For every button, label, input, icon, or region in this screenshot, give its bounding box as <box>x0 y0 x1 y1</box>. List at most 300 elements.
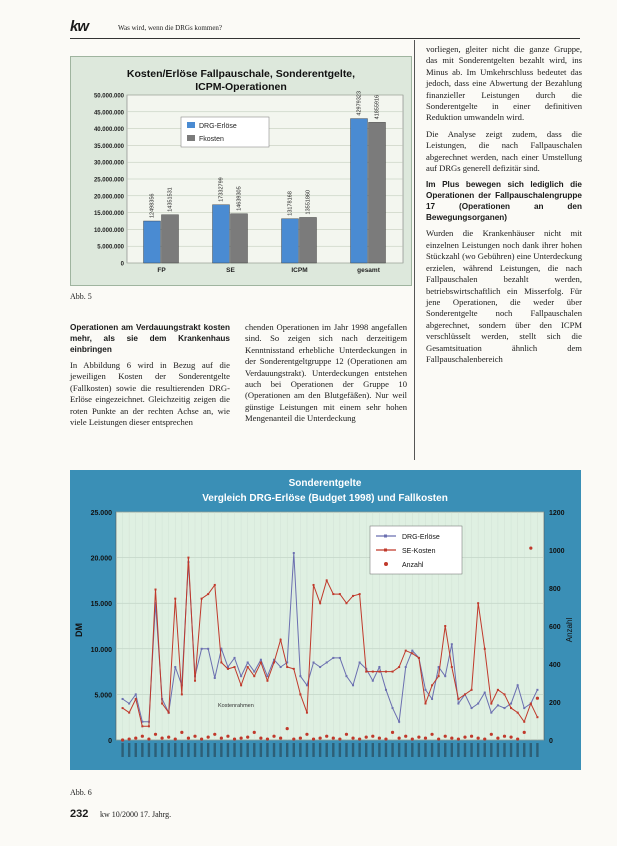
count-point <box>259 737 262 740</box>
line-chart-svg <box>70 470 581 770</box>
series-marker <box>260 661 262 663</box>
count-point <box>325 735 328 738</box>
series-marker <box>313 584 315 586</box>
series-marker <box>523 721 525 723</box>
series-marker <box>148 725 150 727</box>
right-paragraph-3: Wurden die Krankenhäuser nicht mit einzelnen Leistungen noch dank ihrer hohen Stückzahl (wo Gebühren) eine Unterdeckung erzielen, während Leistungen, die nach Fallpauschalen bezahlt werden, betriebswirtschaftlich ein Misserfolg. Für jene Operationen, die weder über Sonderentgelte noch Fallpauschalen abgerechnet, sondern über den ICPM verschlüsselt werden, stellt sich die Gesamtsituation ähnlich dem Fallpauschalenbereich <box>426 228 582 364</box>
x-tick-label <box>253 743 255 757</box>
series-marker <box>490 712 492 714</box>
count-point <box>167 736 170 739</box>
y2-axis-label: Anzahl <box>565 617 574 643</box>
header-rule <box>70 38 580 39</box>
count-point <box>536 697 539 700</box>
chart-2-title: Sonderentgelte <box>288 478 362 489</box>
y-tick-label: 5.000 <box>94 692 112 700</box>
series-marker <box>234 657 236 659</box>
series-marker <box>523 707 525 709</box>
series-marker <box>444 675 446 677</box>
series-marker <box>187 557 189 559</box>
x-tick-label <box>220 743 222 757</box>
series-marker <box>517 712 519 714</box>
series-marker <box>457 703 459 705</box>
series-marker <box>530 703 532 705</box>
series-marker <box>319 666 321 668</box>
count-point <box>174 737 177 740</box>
series-marker <box>392 671 394 673</box>
x-tick-label <box>464 743 466 757</box>
y-tick-label: 40.000.000 <box>93 127 124 134</box>
count-point <box>233 737 236 740</box>
count-point <box>437 737 440 740</box>
legend-marker <box>384 535 387 538</box>
x-tick-label <box>141 743 143 757</box>
x-tick-label <box>181 743 183 757</box>
series-marker <box>424 689 426 691</box>
count-point <box>226 735 229 738</box>
bar-value-label: 42979323 <box>356 91 363 116</box>
bar <box>300 217 317 263</box>
count-point <box>180 731 183 734</box>
series-marker <box>503 707 505 709</box>
count-point <box>240 737 243 740</box>
series-marker <box>352 684 354 686</box>
x-tick-label <box>326 743 328 757</box>
x-tick-label <box>279 743 281 757</box>
count-point <box>299 737 302 740</box>
x-tick-label <box>332 743 334 757</box>
x-tick-label <box>240 743 242 757</box>
x-tick-label <box>451 743 453 757</box>
count-point <box>391 731 394 734</box>
series-marker <box>299 675 301 677</box>
x-tick-label <box>530 743 532 757</box>
series-marker <box>339 657 341 659</box>
series-marker <box>214 584 216 586</box>
series-marker <box>266 675 268 677</box>
series-marker <box>497 704 499 706</box>
series-marker <box>227 668 229 670</box>
count-point <box>351 737 354 740</box>
x-tick-label <box>339 743 341 757</box>
x-tick-label <box>398 743 400 757</box>
series-marker <box>372 680 374 682</box>
left-subheading: Operationen am Verdauungstrakt kosten mehr, als sie dem Krankenhaus einbringen <box>70 323 230 354</box>
figure-2-chart <box>70 470 581 770</box>
count-point <box>371 735 374 738</box>
series-marker <box>438 675 440 677</box>
count-point <box>417 736 420 739</box>
series-marker <box>260 659 262 661</box>
figure-1-chart <box>70 56 412 286</box>
chart-2-subtitle: Vergleich DRG-Erlöse (Budget 1998) und Fallkosten <box>202 493 448 504</box>
x-tick-label <box>312 743 314 757</box>
x-tick-label <box>207 743 209 757</box>
series-marker <box>424 703 426 705</box>
series-marker <box>457 698 459 700</box>
series-marker <box>273 661 275 663</box>
x-tick-label <box>484 743 486 757</box>
x-tick-label <box>503 743 505 757</box>
x-tick-label <box>523 743 525 757</box>
series-marker <box>240 684 242 686</box>
count-point <box>286 727 289 730</box>
annotation-label: Kostenrahmen <box>218 703 254 709</box>
x-tick-label <box>148 743 150 757</box>
plot-area-2 <box>116 512 544 740</box>
y-tick-label: 0 <box>108 738 112 745</box>
count-point <box>404 735 407 738</box>
series-marker <box>464 693 466 695</box>
bar <box>231 214 248 263</box>
x-tick-label <box>135 743 137 757</box>
series-marker <box>385 671 387 673</box>
x-tick-label <box>121 743 123 757</box>
right-paragraph-1: vorliegen, gleiter nicht die ganze Gruppe, das mit Sonderentgelten bezahlt wird, ins Minus ab. Im Umkehrschluss bedeutet das jedoch, dass eine Abwertung der Bezahlung finanzieller Leistungen durch die Sonderentgelte in einer definitiven Reduktion umwandeln wird. <box>426 44 582 123</box>
count-point <box>345 733 348 736</box>
series-marker <box>411 650 413 652</box>
count-point <box>358 737 361 740</box>
series-marker <box>181 693 183 695</box>
series-marker <box>220 661 222 663</box>
bar-value-label: 13551860 <box>305 189 312 215</box>
x-tick-label <box>391 743 393 757</box>
x-tick-label <box>260 743 262 757</box>
x-tick-label <box>352 743 354 757</box>
series-marker <box>141 725 143 727</box>
count-point <box>411 737 414 740</box>
column-rule <box>414 40 415 460</box>
series-marker <box>484 648 486 650</box>
series-marker <box>431 684 433 686</box>
series-marker <box>266 680 268 682</box>
count-point <box>477 737 480 740</box>
y-tick-label: 25.000 <box>90 510 112 517</box>
count-point <box>305 733 308 736</box>
series-marker <box>122 698 124 700</box>
x-tick-label <box>345 743 347 757</box>
figure-2-caption: Abb. 6 <box>70 788 92 797</box>
y-tick-label: 0 <box>120 261 124 268</box>
series-marker <box>398 666 400 668</box>
x-tick-label <box>174 743 176 757</box>
series-marker <box>247 666 249 668</box>
series-marker <box>161 703 163 705</box>
count-point <box>319 737 322 740</box>
series-marker <box>471 689 473 691</box>
y-tick-label: 35.000.000 <box>93 143 124 150</box>
left-paragraph-1: In Abbildung 6 wird in Bezug auf die jeweiligen Kosten der Sonderentgelte (Fallkosten) sowie die resultierenden DRG-Erlöse eingezeichnet. Gleichzeitig zeigen die roten Punkte an der rechten Achse an, wie viele Leistungen dieser entsprechen <box>70 360 230 428</box>
x-tick-label: ICPM <box>291 267 308 274</box>
y-tick-label: 20.000 <box>90 555 112 563</box>
series-marker <box>345 675 347 677</box>
series-marker <box>503 693 505 695</box>
series-marker <box>168 712 170 714</box>
bar-value-label: 14351531 <box>167 187 174 212</box>
bar-value-label: 12498356 <box>149 193 156 219</box>
x-tick-label <box>187 743 189 757</box>
x-tick-label <box>365 743 367 757</box>
x-tick-label <box>457 743 459 757</box>
series-marker <box>128 703 130 705</box>
series-marker <box>517 684 519 686</box>
series-marker <box>326 579 328 581</box>
bar-value-label: 13178168 <box>287 191 294 216</box>
y-tick-label: 45.000.000 <box>93 110 124 117</box>
y2-tick-label: 400 <box>549 662 561 669</box>
y-tick-label: 15.000.000 <box>93 211 124 218</box>
y2-tick-label: 1000 <box>549 548 565 555</box>
x-tick-label <box>293 743 295 757</box>
series-marker <box>214 677 216 679</box>
count-point <box>516 737 519 740</box>
count-point <box>154 733 157 736</box>
count-point <box>292 737 295 740</box>
series-marker <box>332 593 334 595</box>
x-tick-label <box>405 743 407 757</box>
x-tick-label <box>167 743 169 757</box>
x-tick-label <box>227 743 229 757</box>
page-number: 232 <box>70 808 89 820</box>
series-marker <box>405 666 407 668</box>
y-tick-label: 30.000.000 <box>93 160 124 167</box>
x-tick-label <box>470 743 472 757</box>
series-marker <box>345 602 347 604</box>
x-tick-label <box>411 743 413 757</box>
series-marker <box>536 716 538 718</box>
series-marker <box>319 602 321 604</box>
series-marker <box>398 721 400 723</box>
series-marker <box>326 661 328 663</box>
series-marker <box>385 689 387 691</box>
count-point <box>529 547 532 550</box>
legend-label-drg: DRG-Erlöse <box>199 123 237 130</box>
count-point <box>365 736 368 739</box>
y2-tick-label: 0 <box>549 738 553 745</box>
bar <box>351 119 368 263</box>
x-tick-label: FP <box>157 267 166 274</box>
x-tick-label <box>233 743 235 757</box>
bar-value-label: 17332799 <box>218 177 225 202</box>
count-point <box>312 737 315 740</box>
count-point <box>338 737 341 740</box>
series-marker <box>359 661 361 663</box>
count-point <box>187 737 190 740</box>
count-point <box>134 737 137 740</box>
count-point <box>430 733 433 736</box>
bar-value-label: 41855916 <box>374 94 381 120</box>
legend-label: DRG-Erlöse <box>402 534 440 541</box>
x-tick-label <box>536 743 538 757</box>
series-marker <box>536 689 538 691</box>
count-point <box>193 735 196 738</box>
middle-paragraph-1: chenden Operationen im Jahr 1998 angefallen sind. So zeigen sich nach derzeitigem Kenntnisstand erhebliche Unterdeckungen in der Sonderentgeltgruppe 12 (Operationen am Verdauungstrakt). Unterdeckungen entstehen auch bei Operationen der Gruppe 10 (Operationen am den Blutgefäßen). Nur weil günstige Leistungen mit einem sehr hohen Mengenanteil die Unterdeckung <box>245 322 407 424</box>
series-marker <box>299 693 301 695</box>
series-marker <box>418 657 420 659</box>
count-point <box>220 737 223 740</box>
series-marker <box>201 648 203 650</box>
x-tick-label <box>424 743 426 757</box>
legend-swatch <box>384 562 388 566</box>
count-point <box>384 737 387 740</box>
count-point <box>253 731 256 734</box>
count-point <box>378 737 381 740</box>
y-tick-label: 10.000.000 <box>93 227 124 234</box>
journal-logo: kw <box>70 18 89 35</box>
chart-title: Kosten/Erlöse Fallpauschale, Sonderentgelte, ICPM-Operationen <box>126 68 356 93</box>
x-tick-label <box>385 743 387 757</box>
count-point <box>246 736 249 739</box>
series-marker <box>174 598 176 600</box>
series-marker <box>135 698 137 700</box>
series-marker <box>392 707 394 709</box>
legend-marker <box>384 549 387 552</box>
series-marker <box>174 666 176 668</box>
series-marker <box>194 680 196 682</box>
bar-value-label: 14639305 <box>236 186 243 211</box>
left-column-text <box>70 322 230 433</box>
bar <box>144 221 161 263</box>
x-tick-label <box>510 743 512 757</box>
y2-tick-label: 800 <box>549 586 561 593</box>
x-tick-label <box>418 743 420 757</box>
y-tick-label: 25.000.000 <box>93 177 124 184</box>
x-tick-label <box>299 743 301 757</box>
series-marker <box>240 675 242 677</box>
series-marker <box>510 707 512 709</box>
y-axis-label: DM <box>74 623 84 637</box>
series-marker <box>135 693 137 695</box>
y-tick-label: 20.000.000 <box>93 194 124 201</box>
count-point <box>207 736 210 739</box>
count-point <box>160 737 163 740</box>
x-tick-label <box>516 743 518 757</box>
series-marker <box>332 657 334 659</box>
count-point <box>457 737 460 740</box>
series-marker <box>207 648 209 650</box>
series-marker <box>293 552 295 554</box>
bar <box>282 219 299 263</box>
x-tick-label <box>273 743 275 757</box>
series-marker <box>280 666 282 668</box>
y-tick-label: 15.000 <box>90 601 112 609</box>
x-tick-label <box>497 743 499 757</box>
x-tick-label <box>128 743 130 757</box>
count-point <box>398 737 401 740</box>
x-tick-label <box>200 743 202 757</box>
legend-label: SE-Kosten <box>402 548 436 555</box>
count-point <box>463 736 466 739</box>
count-point <box>213 733 216 736</box>
x-tick-label <box>378 743 380 757</box>
series-marker <box>207 593 209 595</box>
bar <box>213 205 230 263</box>
bar-chart-svg <box>71 57 411 285</box>
y2-tick-label: 600 <box>549 624 561 631</box>
y-tick-label: 50.000.000 <box>93 93 124 100</box>
series-marker <box>128 712 130 714</box>
series-marker <box>352 595 354 597</box>
count-point <box>424 737 427 740</box>
legend-label-fkosten: Fkosten <box>199 136 224 143</box>
series-marker <box>122 707 124 709</box>
count-point <box>279 737 282 740</box>
series-marker <box>280 639 282 641</box>
series-marker <box>306 684 308 686</box>
series-marker <box>306 712 308 714</box>
middle-column-text <box>245 322 407 430</box>
series-marker <box>253 671 255 673</box>
y-tick-label: 10.000 <box>90 646 112 654</box>
count-point <box>490 733 493 736</box>
count-point <box>147 737 150 740</box>
count-point <box>450 737 453 740</box>
series-marker <box>451 666 453 668</box>
x-tick-label <box>490 743 492 757</box>
series-marker <box>431 698 433 700</box>
series-marker <box>477 703 479 705</box>
x-tick-label <box>431 743 433 757</box>
series-marker <box>378 671 380 673</box>
series-marker <box>253 675 255 677</box>
count-point <box>200 737 203 740</box>
right-column-text <box>426 44 582 370</box>
series-marker <box>471 707 473 709</box>
count-point <box>444 735 447 738</box>
x-tick-label: SE <box>226 267 235 274</box>
x-tick-label <box>319 743 321 757</box>
series-marker <box>313 661 315 663</box>
y2-tick-label: 1200 <box>549 510 565 517</box>
count-point <box>523 731 526 734</box>
legend-swatch-fkosten <box>187 135 195 141</box>
count-point <box>141 735 144 738</box>
right-paragraph-2: Die Analyse zeigt zudem, dass die Leistungen, die nach Fallpauschalen abgerechnet werden, nach einer Umstellung auf DRGs generell defizitär sind. <box>426 128 582 174</box>
x-tick-label <box>154 743 156 757</box>
x-tick-label <box>161 743 163 757</box>
series-marker <box>234 666 236 668</box>
x-tick-label <box>372 743 374 757</box>
x-tick-label <box>286 743 288 757</box>
series-marker <box>247 661 249 663</box>
legend-swatch-drg <box>187 122 195 128</box>
series-marker <box>411 652 413 654</box>
series-marker <box>201 598 203 600</box>
count-point <box>470 735 473 738</box>
series-marker <box>497 689 499 691</box>
series-marker <box>405 650 407 652</box>
running-title: Was wird, wenn die DRGs kommen? <box>118 24 223 32</box>
series-marker <box>293 668 295 670</box>
figure-1-caption: Abb. 5 <box>70 292 92 301</box>
legend-box <box>181 117 269 147</box>
count-point <box>266 737 269 740</box>
right-subheading: Im Plus bewegen sich lediglich die Operationen der Fallpauschalengruppe 17 (Operationen an den Bewegungsorganen) <box>426 180 582 223</box>
series-marker <box>286 666 288 668</box>
series-marker <box>477 602 479 604</box>
y2-tick-label: 200 <box>549 700 561 707</box>
count-point <box>503 735 506 738</box>
bar <box>162 215 179 263</box>
count-point <box>332 737 335 740</box>
series-marker <box>359 593 361 595</box>
series-marker <box>365 671 367 673</box>
series-marker <box>484 692 486 694</box>
count-point <box>483 737 486 740</box>
series-marker <box>339 593 341 595</box>
bar <box>369 122 386 263</box>
count-point <box>121 738 124 741</box>
x-tick-label <box>246 743 248 757</box>
